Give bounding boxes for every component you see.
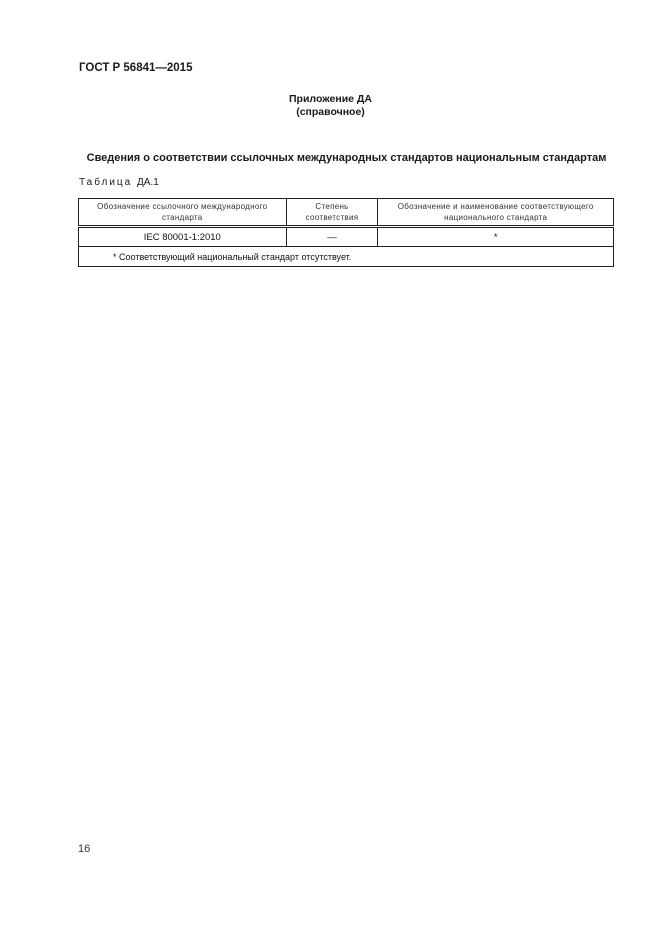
table-caption-label: Таблица — [79, 177, 133, 188]
cell-international-standard: IEC 80001-1:2010 — [79, 227, 287, 247]
table-footnote-row — [79, 247, 614, 267]
page-number: 16 — [78, 843, 91, 855]
cell-degree-of-conformity: — — [286, 227, 378, 247]
table-caption-number: ДА.1 — [137, 177, 159, 188]
header-national-standard: Обозначение и наименование соответствующего национального стандарта — [378, 199, 614, 227]
table-row — [79, 227, 614, 247]
table-header-row — [79, 199, 614, 227]
cell-national-standard: * — [378, 227, 614, 247]
appendix-subtitle: (справочное) — [296, 106, 365, 118]
section-title: Сведения о соответствии ссылочных международных стандартов национальным стандартам — [86, 152, 607, 164]
standards-table — [78, 198, 614, 267]
table-footnote: * Соответствующий национальный стандарт отсутствует. — [79, 247, 614, 267]
appendix-heading — [0, 93, 661, 119]
appendix-title: Приложение ДА — [289, 93, 372, 105]
header-degree-of-conformity: Степень соответствия — [286, 199, 378, 227]
document-code: ГОСТ Р 56841—2015 — [79, 62, 193, 74]
table-caption — [79, 177, 159, 188]
header-international-standard: Обозначение ссылочного международного стандарта — [79, 199, 287, 227]
